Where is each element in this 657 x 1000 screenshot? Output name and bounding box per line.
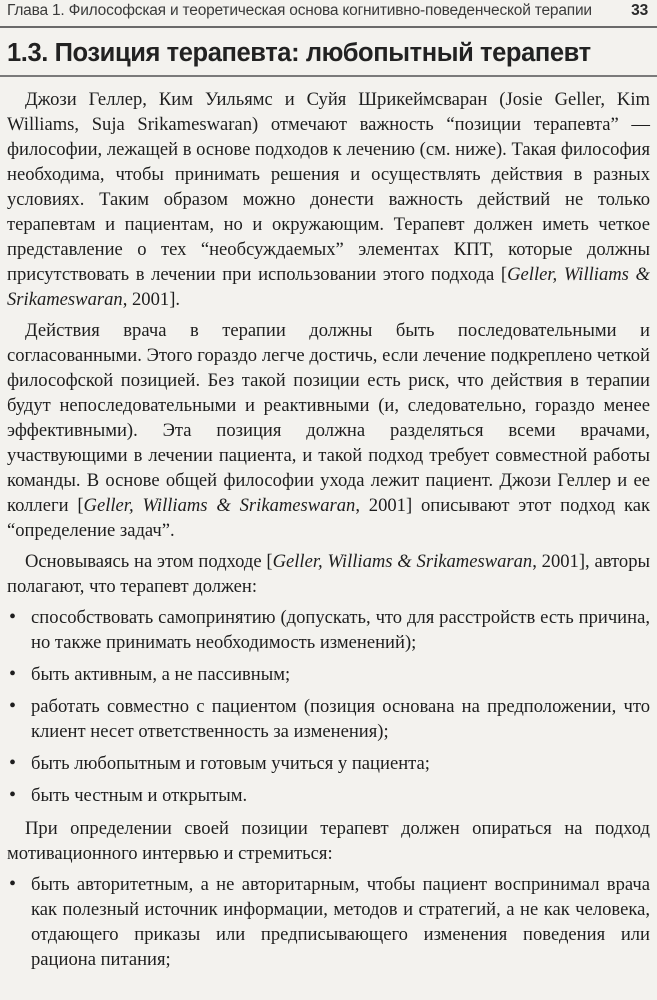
citation: Geller, Williams & Srikameswaran bbox=[83, 495, 356, 516]
section-title: 1.3. Позиция терапевта: любопытный терапевт bbox=[7, 39, 591, 67]
running-title: Глава 1. Философская и теоретическая основа когнитивно-поведенческой терапии bbox=[7, 2, 592, 19]
motivational-list bbox=[7, 872, 650, 972]
paragraph-4: При определении своей позиции терапевт должен опираться на подход мотивационного интервью и стремиться: bbox=[7, 818, 650, 864]
list-item: • быть авторитетным, а не авторитарным, чтобы пациент воспринимал врача как полезный источник информации, методов и стратегий, а не как человека, отдающего приказы или предписывающего изменения поведения или рациона питания; bbox=[7, 872, 650, 972]
citation: Geller, Williams & Srikameswaran bbox=[272, 551, 533, 572]
paragraph-3: Основываясь на этом подходе [Geller, Williams & Srikameswaran, 2001], авторы полагают, что терапевт должен: bbox=[7, 551, 650, 597]
list-item: • способствовать самопринятию (допускать, что для расстройств есть причина, но также принимать необходимость изменений); bbox=[7, 605, 650, 655]
page-number: 33 bbox=[631, 2, 648, 19]
running-header bbox=[7, 0, 650, 26]
list-item: • быть любопытным и готовым учиться у пациента; bbox=[7, 751, 650, 776]
list-item: • быть честным и открытым. bbox=[7, 783, 650, 808]
list-item: • работать совместно с пациентом (позиция основана на предположении, что клиент несет ответственность за изменения); bbox=[7, 694, 650, 744]
body-text bbox=[7, 87, 650, 972]
title-rule bbox=[0, 75, 657, 77]
therapist-qualities-list bbox=[7, 605, 650, 808]
paragraph-2: Действия врача в терапии должны быть последовательными и согласованными. Этого гораздо легче достичь, если лечение подкреплено четкой философской позицией. Без такой позиции есть риск, что действия в терапии будут непоследовательными и реактивными (и, следовательно, гораздо менее эффективными). Эта позиция должна разделяться всеми врачами, участвующими в лечении пациента, и такой подход требует совместной работы команды. В основе общей философии ухода лежит пациент. Джози Геллер и ее коллеги [Geller, Williams & Srikameswaran, 2001] описывают этот подход как “определение задач”. bbox=[7, 320, 650, 541]
citation: Geller, Williams & Srikameswaran bbox=[7, 264, 650, 310]
header-rule bbox=[0, 26, 657, 28]
list-item: • быть активным, а не пассивным; bbox=[7, 662, 650, 687]
paragraph-1: Джози Геллер, Ким Уильямс и Суйя Шрикеймсваран (Josie Geller, Kim Williams, Suja Srikameswaran) отмечают важность “позиции терапевта” — философии, лежащей в основе подходов к лечению (см. ниже). Такая философия необходима, чтобы принимать решения и осуществлять действия в разных условиях. Таким образом можно донести важность действий не только терапевтам и пациентам, но и окружающим. Терапевт должен иметь четкое представление о тех “необсуждаемых” элементах КПТ, которые должны присутствовать в лечении при использовании этого подхода [Geller, Williams & Srikameswaran, 2001]. bbox=[7, 89, 650, 310]
